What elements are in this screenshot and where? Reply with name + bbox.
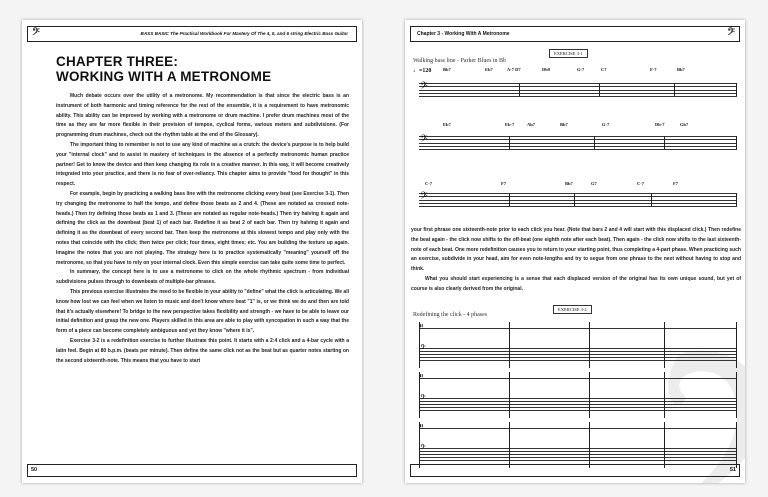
right-body-text	[411, 226, 741, 295]
page-number: 50	[31, 467, 38, 473]
exercise-caption: Walking bass line - Parker Blues in Bb	[413, 58, 507, 64]
bass-clef-icon: 𝄢	[420, 133, 428, 147]
music-staff	[419, 80, 737, 96]
percussion-clef-icon: 𝄥	[420, 422, 423, 432]
book-running-title: BASS BASIC The Practical Workbook For Mastery Of The 4, 5, and 6 string Electric Bass Guitar	[140, 31, 348, 36]
right-page-header	[410, 26, 740, 42]
chord-symbol: C-7	[425, 181, 432, 186]
page-number: 51	[729, 467, 736, 473]
chord-symbol: Bb7	[565, 181, 573, 186]
chord-symbol: Bb7	[560, 122, 568, 127]
left-page	[22, 20, 362, 483]
paragraph: your first phrase one sixteenth-note prior to each click you hear. (Note that bars 2 and 4 will start with this displaced click.) Then redefine the beat again - the click now shifts to the off-beat (one eighth note after each beat). Then again - the click now shifts to the last sixteenth-note of each beat. One more redefinition causes you to return to your starting point, thus completing a 4-part phase. When practicing such an exercise, subdivide in your head, aim for even note-lengths and try to segue from one phrase to the next without having to stop and think.	[411, 227, 741, 273]
chapter-title-line1: CHAPTER THREE:	[56, 54, 179, 69]
left-page-header	[27, 26, 357, 42]
chord-symbol: G7	[591, 181, 597, 186]
paragraph: What you should start experiencing is a sense that each displaced version of the original has its own unique sound, but yet of course is also clearly derived from the original.	[411, 275, 741, 292]
left-body-text	[56, 92, 349, 366]
right-page	[405, 20, 745, 483]
right-page-footer	[410, 464, 740, 477]
paragraph: The important thing to remember is not to use any kind of machine as a crutch: the device's purpose is to help build your "internal clock" and to assist in mastery of techniques in the absence of a perfectly metronomic human practice partner! Get to know the device and then keep changing its role in a creative manner. In this way, it will become creatively integrated into your practice, and there is no fear of over-reliancy. This chapter aims to provide "food for thought" in this respect.	[56, 141, 349, 188]
tempo-marking: ♩=120	[413, 68, 432, 74]
paragraph: This previous exercise illustrates the need to be flexible in your ability to "define" what the click is articulating. We all know how lost we can feel when we listen to music and don't know where beat "1" is, or we think we do and then are told that it's actually elsewhere! To bridge to the new perspective takes flexibility and strength - we have to be able to leave our initial definition and grasp the new one. Players skilled in this area are able to play with syncopation in such a way that the form of a piece can become completely ambiguous and yet they know "where it is".	[56, 288, 349, 335]
chord-symbol: F-7	[650, 67, 657, 72]
left-page-footer	[27, 464, 357, 477]
bass-clef-icon: 𝄢	[32, 26, 40, 40]
exercise-label: EXERCISE 3-1	[549, 49, 588, 58]
chord-symbol: Eb7	[443, 122, 451, 127]
bass-clef-icon: 𝄢	[420, 190, 428, 204]
percussion-clef-icon: 𝄥	[420, 322, 423, 332]
chord-symbol: Gb7	[680, 122, 689, 127]
bass-clef-icon: 𝄢	[420, 344, 426, 354]
chord-symbol: Db-7	[655, 122, 665, 127]
chord-symbol: G-7	[577, 67, 585, 72]
chord-symbol: Ab7	[527, 122, 536, 127]
paragraph: In summary, the concept here is to use a metronome to click on the whole rhythmic spectrum - from individual subdivisions pulses through to downbeats of multiple-bar phrases.	[56, 269, 349, 286]
music-staff	[419, 190, 737, 206]
chord-symbol: F7	[673, 181, 678, 186]
music-system	[419, 422, 737, 468]
chord-symbol: Db9	[542, 67, 551, 72]
bass-clef-icon: 𝄢	[420, 394, 426, 404]
chord-symbol: C7	[601, 67, 607, 72]
music-staff	[419, 133, 737, 149]
chord-symbol: Eb-7	[505, 122, 515, 127]
paragraph: Much debate occurs over the utility of a metronome. My recommendation is that since the electric bass is an instrument of both harmonic and timing reference for the rest of the ensemble, it is a requirement to have metronomic ability. This ability can be improved by working with a metronome or drum machine. I prefer drum machines most of the time as they are far more flexible in their provision of tempos, cyclical forms, various meters and subdivisions. (For programming drum machines, check out the rhythm table at the end of the Glossary).	[56, 93, 349, 139]
chord-symbol: Bb7	[443, 67, 451, 72]
chapter-running-title: Chapter 3 - Working With A Metronome	[417, 31, 510, 37]
music-system	[419, 322, 737, 368]
chapter-title-line2: WORKING WITH A METRONOME	[56, 69, 272, 84]
bass-clef-icon: 𝄢	[727, 26, 735, 40]
bass-clef-icon: 𝄢	[420, 80, 428, 94]
chord-symbol: F7	[501, 181, 506, 186]
chord-symbol: Bb7	[677, 67, 685, 72]
bass-clef-icon: 𝄢	[420, 444, 426, 454]
paragraph: Exercise 3-2 is a redefinition exercise to further illustrate this point. It starts with a 2:4 click and a 4-bar cycle with a latin feel. Begin at 80 b.p.m. (beats per minute). Then define the same click not as the beat but as quarter notes starting on the second sixteenth-note. This means that you have to start	[56, 337, 349, 364]
paragraph: For example, begin by practicing a walking bass line with the metronome clicking every beat (see Exercise 3-1). Then try changing the metronome to half the tempo, and define those beats as 2 and 4. (These are notated as crossed note-heads.) Then try defining those beats as 1 and 3. (These are notated as regular note-heads.) Then try halving it again and defining the click as the downbeat (beat 1) of each bar. Redefine it as beat 2 of each bar. Then try halving it again and defining it as the downbeat of every second bar. Then keep the metronome at this slowest tempo and play only with the notes that coincide with the click; then twice per click; four times, eight times; etc. You are building the texture up again. Imagine the notes that you are not playing. The strategy here is to practice systematically "meaning" yourself off the metronome, so that you have to rely on your internal clock. Even this simple exercise can take quite some time to perfect.	[56, 190, 349, 266]
chord-symbol: Eb7	[485, 67, 493, 72]
chapter-title	[56, 54, 271, 84]
music-system	[419, 372, 737, 418]
chord-symbol: C-7	[637, 181, 644, 186]
exercise-label: EXERCISE 3-2	[553, 305, 592, 314]
percussion-clef-icon: 𝄥	[420, 372, 423, 382]
chord-symbol: G-7	[602, 122, 610, 127]
exercise-caption: Redefining the click - 4 phases	[413, 312, 488, 318]
chord-symbol: A-7 D7	[507, 67, 521, 72]
